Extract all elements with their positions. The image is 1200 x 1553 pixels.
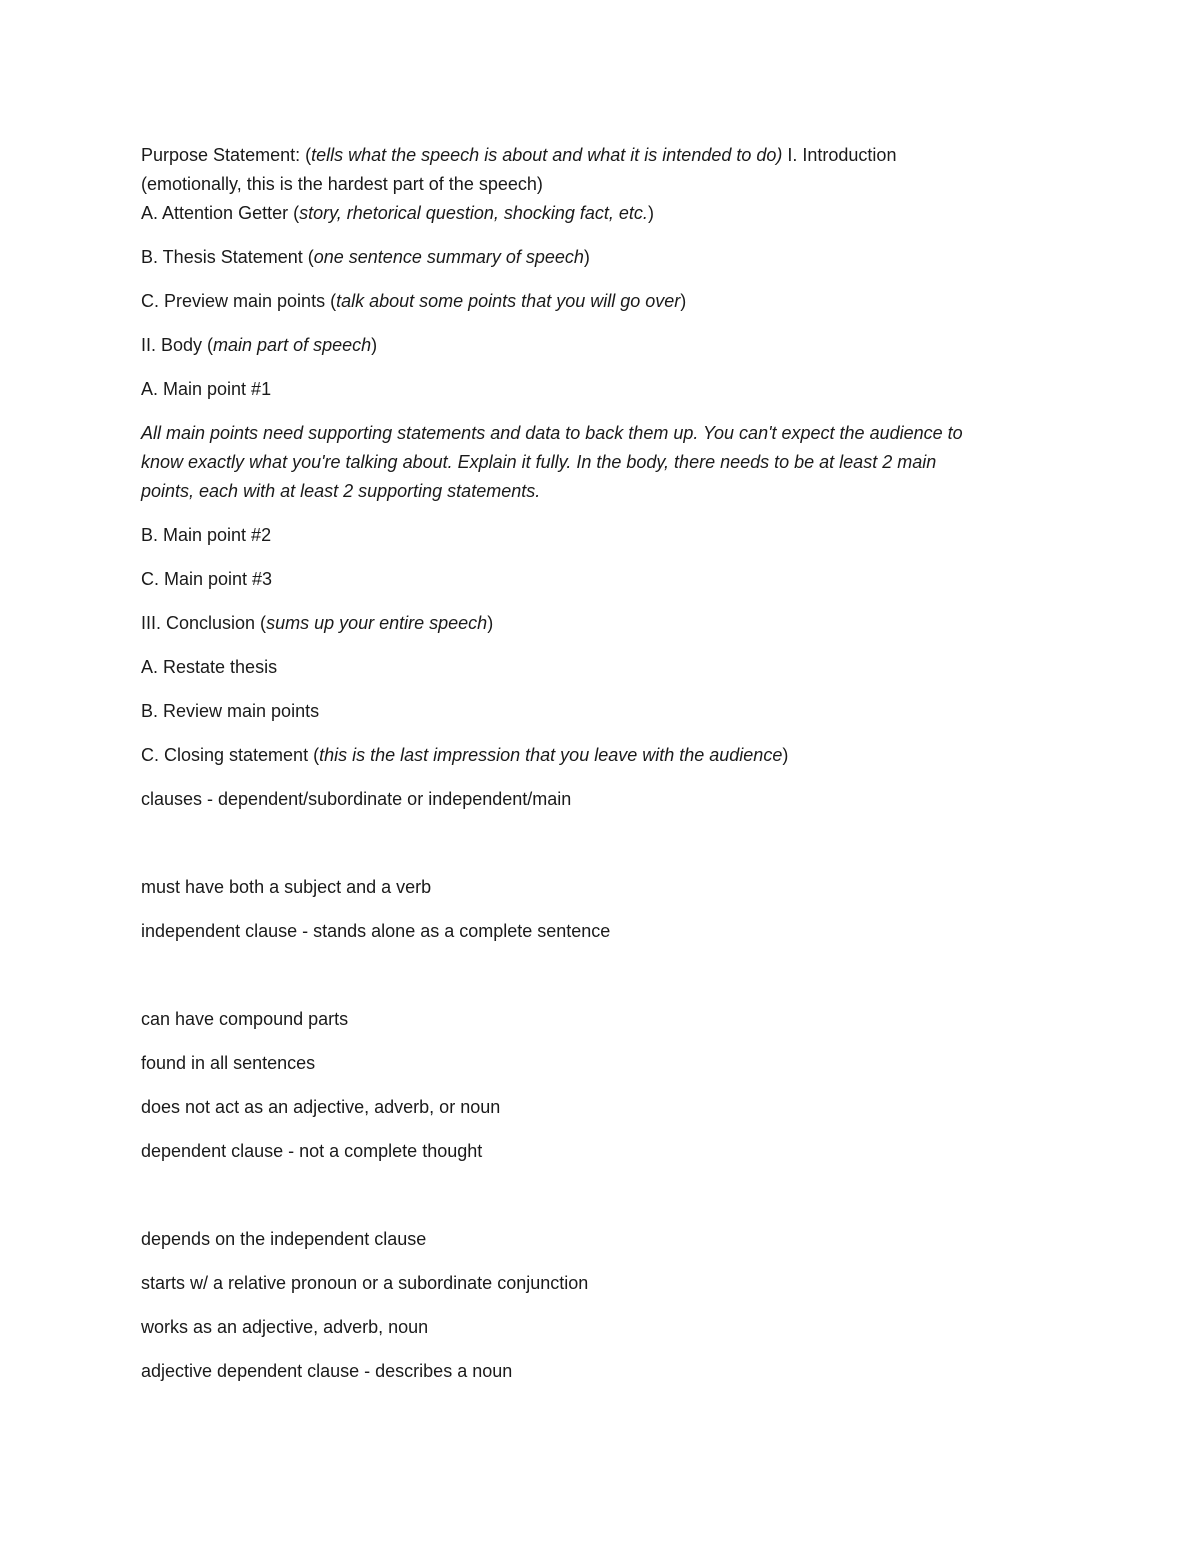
conclusion-heading-line (141, 609, 1061, 638)
body-heading-label: II. Body ( (141, 335, 214, 355)
thesis-label: B. Thesis Statement ( (141, 247, 314, 267)
restate-thesis: A. Restate thesis (141, 657, 278, 677)
note-does-not-act: does not act as an adjective, adverb, or noun (141, 1097, 501, 1117)
closing-close: ) (782, 745, 789, 765)
attention-getter-line (141, 199, 1061, 228)
thesis-line (141, 243, 1061, 272)
purpose-statement-line (141, 141, 1061, 170)
note-starts-with: starts w/ a relative pronoun or a subordinate conjunction (141, 1273, 589, 1293)
body-heading-close: ) (371, 335, 378, 355)
review-main-points: B. Review main points (141, 701, 320, 721)
note-subject-verb: must have both a subject and a verb (141, 877, 432, 897)
note-works-as: works as an adjective, adverb, noun (141, 1317, 429, 1337)
attention-close: ) (647, 203, 654, 223)
attention-hint: story, rhetorical question, shocking fact, etc. (299, 203, 648, 223)
purpose-hint: tells what the speech is about and what it is intended to do) (311, 145, 783, 165)
main-point-2: B. Main point #2 (141, 525, 272, 545)
intro-note-line (141, 170, 1061, 199)
note-dependent-clause: dependent clause - not a complete thought (141, 1141, 483, 1161)
supporting-note (141, 419, 1061, 506)
main-point-1: A. Main point #1 (141, 379, 272, 399)
preview-close: ) (680, 291, 687, 311)
note-compound-parts: can have compound parts (141, 1009, 349, 1029)
preview-line (141, 287, 1061, 316)
note-depends-on: depends on the independent clause (141, 1229, 427, 1249)
note-independent-clause: independent clause - stands alone as a complete sentence (141, 921, 611, 941)
closing-hint: this is the last impression that you leave with the audience (319, 745, 783, 765)
intro-note: (emotionally, this is the hardest part of the speech) (141, 174, 543, 194)
attention-label: A. Attention Getter ( (141, 203, 300, 223)
supporting-note-line-1: All main points need supporting statements and data to back them up. You can't expect the audience to (141, 423, 963, 443)
body-heading-hint: main part of speech (213, 335, 372, 355)
intro-label: I. Introduction (782, 145, 897, 165)
closing-label: C. Closing statement ( (141, 745, 320, 765)
thesis-close: ) (583, 247, 590, 267)
conclusion-heading-close: ) (487, 613, 494, 633)
closing-statement-line (141, 741, 1061, 770)
conclusion-heading-label: III. Conclusion ( (141, 613, 267, 633)
body-heading-line (141, 331, 1061, 360)
preview-hint: talk about some points that you will go over (336, 291, 681, 311)
preview-label: C. Preview main points ( (141, 291, 337, 311)
note-adjective-dependent: adjective dependent clause - describes a noun (141, 1361, 513, 1381)
purpose-label: Purpose Statement: ( (141, 145, 312, 165)
supporting-note-line-2: know exactly what you're talking about. Explain it fully. In the body, there needs to be at least 2 main (141, 452, 937, 472)
document-body (141, 141, 1061, 1401)
note-found-in-all: found in all sentences (141, 1053, 316, 1073)
supporting-note-line-3: points, each with at least 2 supporting statements. (141, 481, 541, 501)
conclusion-heading-hint: sums up your entire speech (266, 613, 488, 633)
thesis-hint: one sentence summary of speech (313, 247, 584, 267)
note-clauses: clauses - dependent/subordinate or independent/main (141, 789, 572, 809)
main-point-3: C. Main point #3 (141, 569, 273, 589)
